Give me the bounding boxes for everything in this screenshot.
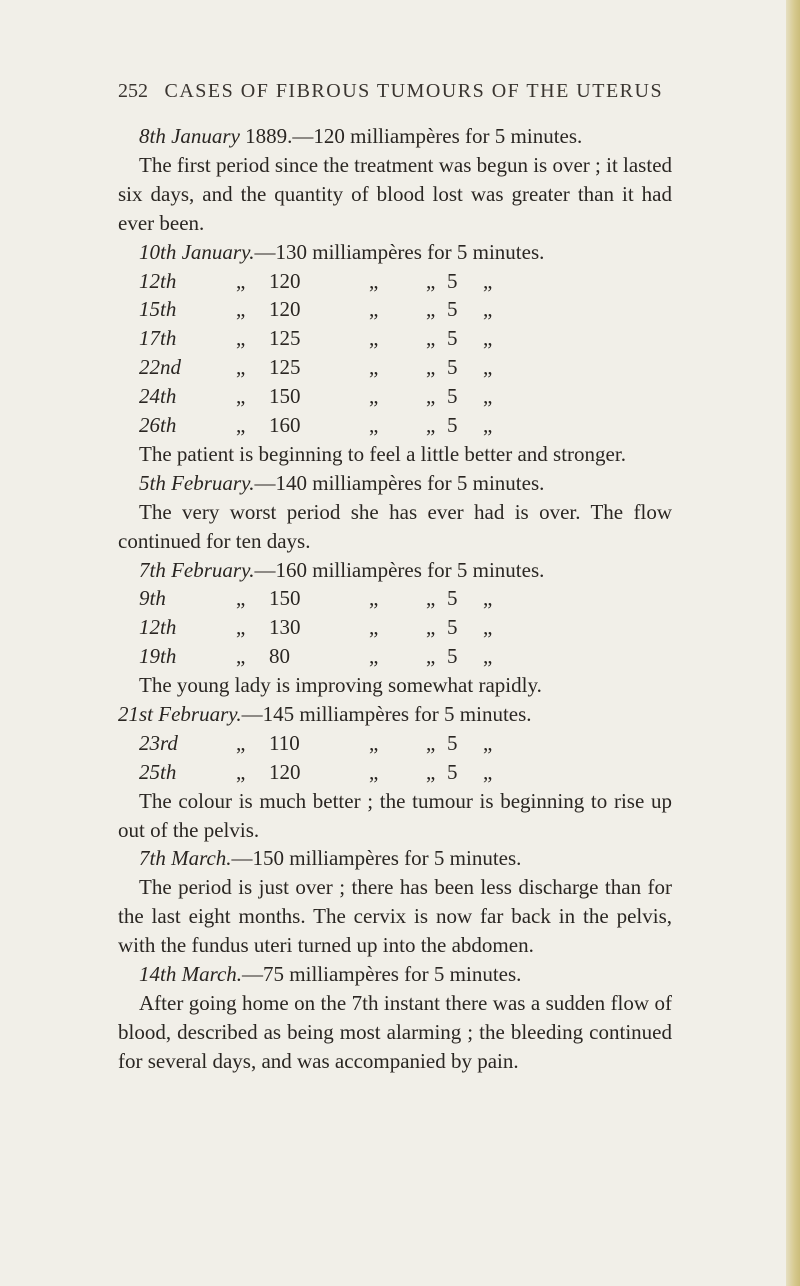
milliampere-value: 130	[269, 615, 301, 640]
row-date: 24th	[139, 384, 177, 409]
ditto-mark: „	[483, 384, 493, 409]
dosage-row	[118, 353, 672, 382]
ditto-mark: „	[483, 644, 493, 669]
ditto-mark: „	[483, 355, 493, 380]
page-edge-shadow	[786, 0, 800, 1286]
entry-jan-8	[118, 122, 672, 151]
milliampere-value: 150	[269, 586, 301, 611]
dosage-row	[118, 411, 672, 440]
minutes-value: 5	[447, 326, 458, 351]
minutes-value: 5	[447, 730, 458, 755]
ditto-mark: „	[426, 644, 436, 669]
entry-feb-21	[118, 700, 672, 729]
minutes-value: 5	[447, 412, 458, 437]
row-date: 26th	[139, 412, 177, 437]
ditto-mark: „	[369, 297, 379, 322]
ditto-mark: „	[426, 759, 436, 784]
ditto-mark: „	[236, 384, 246, 409]
ditto-mark: „	[426, 615, 436, 640]
entry-text: —75 milliampères for 5 minutes.	[242, 962, 522, 987]
dosage-table-february	[118, 584, 672, 671]
entry-feb-7	[118, 556, 672, 585]
ditto-mark: „	[426, 355, 436, 380]
milliampere-value: 150	[269, 384, 301, 409]
ditto-mark: „	[483, 730, 493, 755]
chapter-title: CASES OF FIBROUS TUMOURS OF THE UTERUS	[164, 80, 664, 102]
ditto-mark: „	[236, 412, 246, 437]
ditto-mark: „	[369, 384, 379, 409]
row-date: 22nd	[139, 355, 181, 380]
ditto-mark: „	[236, 759, 246, 784]
entry-text: —130 milliampères for 5 minutes.	[254, 239, 545, 264]
minutes-value: 5	[447, 615, 458, 640]
minutes-value: 5	[447, 644, 458, 669]
paragraph: The first period since the treatment was begun is over ; it lasted six days, and the quantity of blood lost was greater than it had ever been.	[118, 152, 673, 235]
entry-text: —140 milliampères for 5 minutes.	[254, 470, 545, 495]
entry-date: 14th March.	[139, 962, 243, 987]
ditto-mark: „	[236, 730, 246, 755]
dosage-row	[118, 729, 672, 758]
minutes-value: 5	[447, 759, 458, 784]
minutes-value: 5	[447, 384, 458, 409]
row-date: 17th	[139, 326, 177, 351]
ditto-mark: „	[483, 268, 493, 293]
ditto-mark: „	[483, 297, 493, 322]
dosage-table-february-late	[118, 729, 672, 787]
row-date: 12th	[139, 615, 177, 640]
dosage-row	[118, 295, 672, 324]
ditto-mark: „	[236, 268, 246, 293]
entry-text: 1889.—120 milliampères for 5 minutes.	[239, 124, 583, 148]
paragraph: The period is just over ; there has been less discharge than for the last eight months. The cervix is now far back in the pelvis, with the fundus uteri turned up into the abdomen.	[118, 875, 672, 958]
dosage-row	[118, 382, 672, 411]
milliampere-value: 160	[269, 412, 301, 437]
ditto-mark: „	[426, 297, 436, 322]
ditto-mark: „	[369, 412, 379, 437]
entry-date: 21st February.	[118, 701, 242, 726]
ditto-mark: „	[236, 297, 246, 322]
ditto-mark: „	[426, 384, 436, 409]
ditto-mark: „	[483, 615, 493, 640]
ditto-mark: „	[483, 759, 493, 784]
minutes-value: 5	[447, 355, 458, 380]
ditto-mark: „	[483, 326, 493, 351]
ditto-mark: „	[236, 644, 246, 669]
milliampere-value: 120	[269, 759, 301, 784]
paragraph: After going home on the 7th instant there was a sudden flow of blood, described as being most alarming ; the bleeding continued for several days, and was accompanied by pain.	[118, 991, 672, 1073]
entry-text: —160 milliampères for 5 minutes.	[254, 557, 545, 582]
entry-feb-5	[118, 469, 672, 498]
entry-text: —150 milliampères for 5 minutes.	[231, 846, 522, 871]
row-date: 25th	[139, 759, 177, 784]
milliampere-value: 120	[269, 297, 301, 322]
running-head	[118, 80, 678, 103]
ditto-mark: „	[426, 586, 436, 611]
ditto-mark: „	[426, 268, 436, 293]
ditto-mark: „	[426, 730, 436, 755]
paragraph: The patient is beginning to feel a little better and stronger.	[139, 441, 626, 466]
ditto-mark: „	[426, 326, 436, 351]
ditto-mark: „	[369, 759, 379, 784]
milliampere-value: 125	[269, 355, 301, 380]
entry-text: —145 milliampères for 5 minutes.	[241, 701, 532, 726]
paragraph: The colour is much better ; the tumour is beginning to rise up out of the pelvis.	[118, 788, 672, 842]
entry-date: 8th January	[139, 124, 240, 148]
entry-date: 5th February.	[139, 470, 255, 495]
page-number: 252	[118, 80, 148, 102]
dosage-row	[118, 267, 672, 296]
ditto-mark: „	[369, 586, 379, 611]
body-text	[118, 122, 672, 1076]
milliampere-value: 110	[269, 730, 300, 755]
ditto-mark: „	[236, 326, 246, 351]
entry-date: 7th February.	[139, 557, 255, 582]
ditto-mark: „	[369, 326, 379, 351]
ditto-mark: „	[369, 644, 379, 669]
ditto-mark: „	[369, 730, 379, 755]
dosage-row	[118, 324, 672, 353]
minutes-value: 5	[447, 297, 458, 322]
dosage-row	[118, 642, 672, 671]
ditto-mark: „	[369, 355, 379, 380]
ditto-mark: „	[483, 412, 493, 437]
milliampere-value: 120	[269, 268, 301, 293]
entry-jan-10	[118, 238, 672, 267]
row-date: 23rd	[139, 730, 178, 755]
paragraph: The very worst period she has ever had is over. The flow continued for ten days.	[118, 499, 672, 553]
ditto-mark: „	[369, 615, 379, 640]
entry-date: 10th January.	[139, 239, 255, 264]
ditto-mark: „	[369, 268, 379, 293]
row-date: 15th	[139, 297, 177, 322]
row-date: 12th	[139, 268, 177, 293]
row-date: 9th	[139, 586, 166, 611]
entry-mar-14	[118, 960, 672, 989]
ditto-mark: „	[236, 615, 246, 640]
ditto-mark: „	[236, 355, 246, 380]
dosage-table-january	[118, 267, 672, 440]
milliampere-value: 80	[269, 644, 290, 669]
paragraph: The young lady is improving somewhat rapidly.	[139, 673, 542, 698]
ditto-mark: „	[236, 586, 246, 611]
minutes-value: 5	[447, 268, 458, 293]
milliampere-value: 125	[269, 326, 301, 351]
row-date: 19th	[139, 644, 177, 669]
entry-date: 7th March.	[139, 846, 232, 871]
dosage-row	[118, 613, 672, 642]
ditto-mark: „	[426, 412, 436, 437]
dosage-row	[118, 584, 672, 613]
dosage-row	[118, 758, 672, 787]
minutes-value: 5	[447, 586, 458, 611]
ditto-mark: „	[483, 586, 493, 611]
entry-mar-7	[118, 844, 672, 873]
